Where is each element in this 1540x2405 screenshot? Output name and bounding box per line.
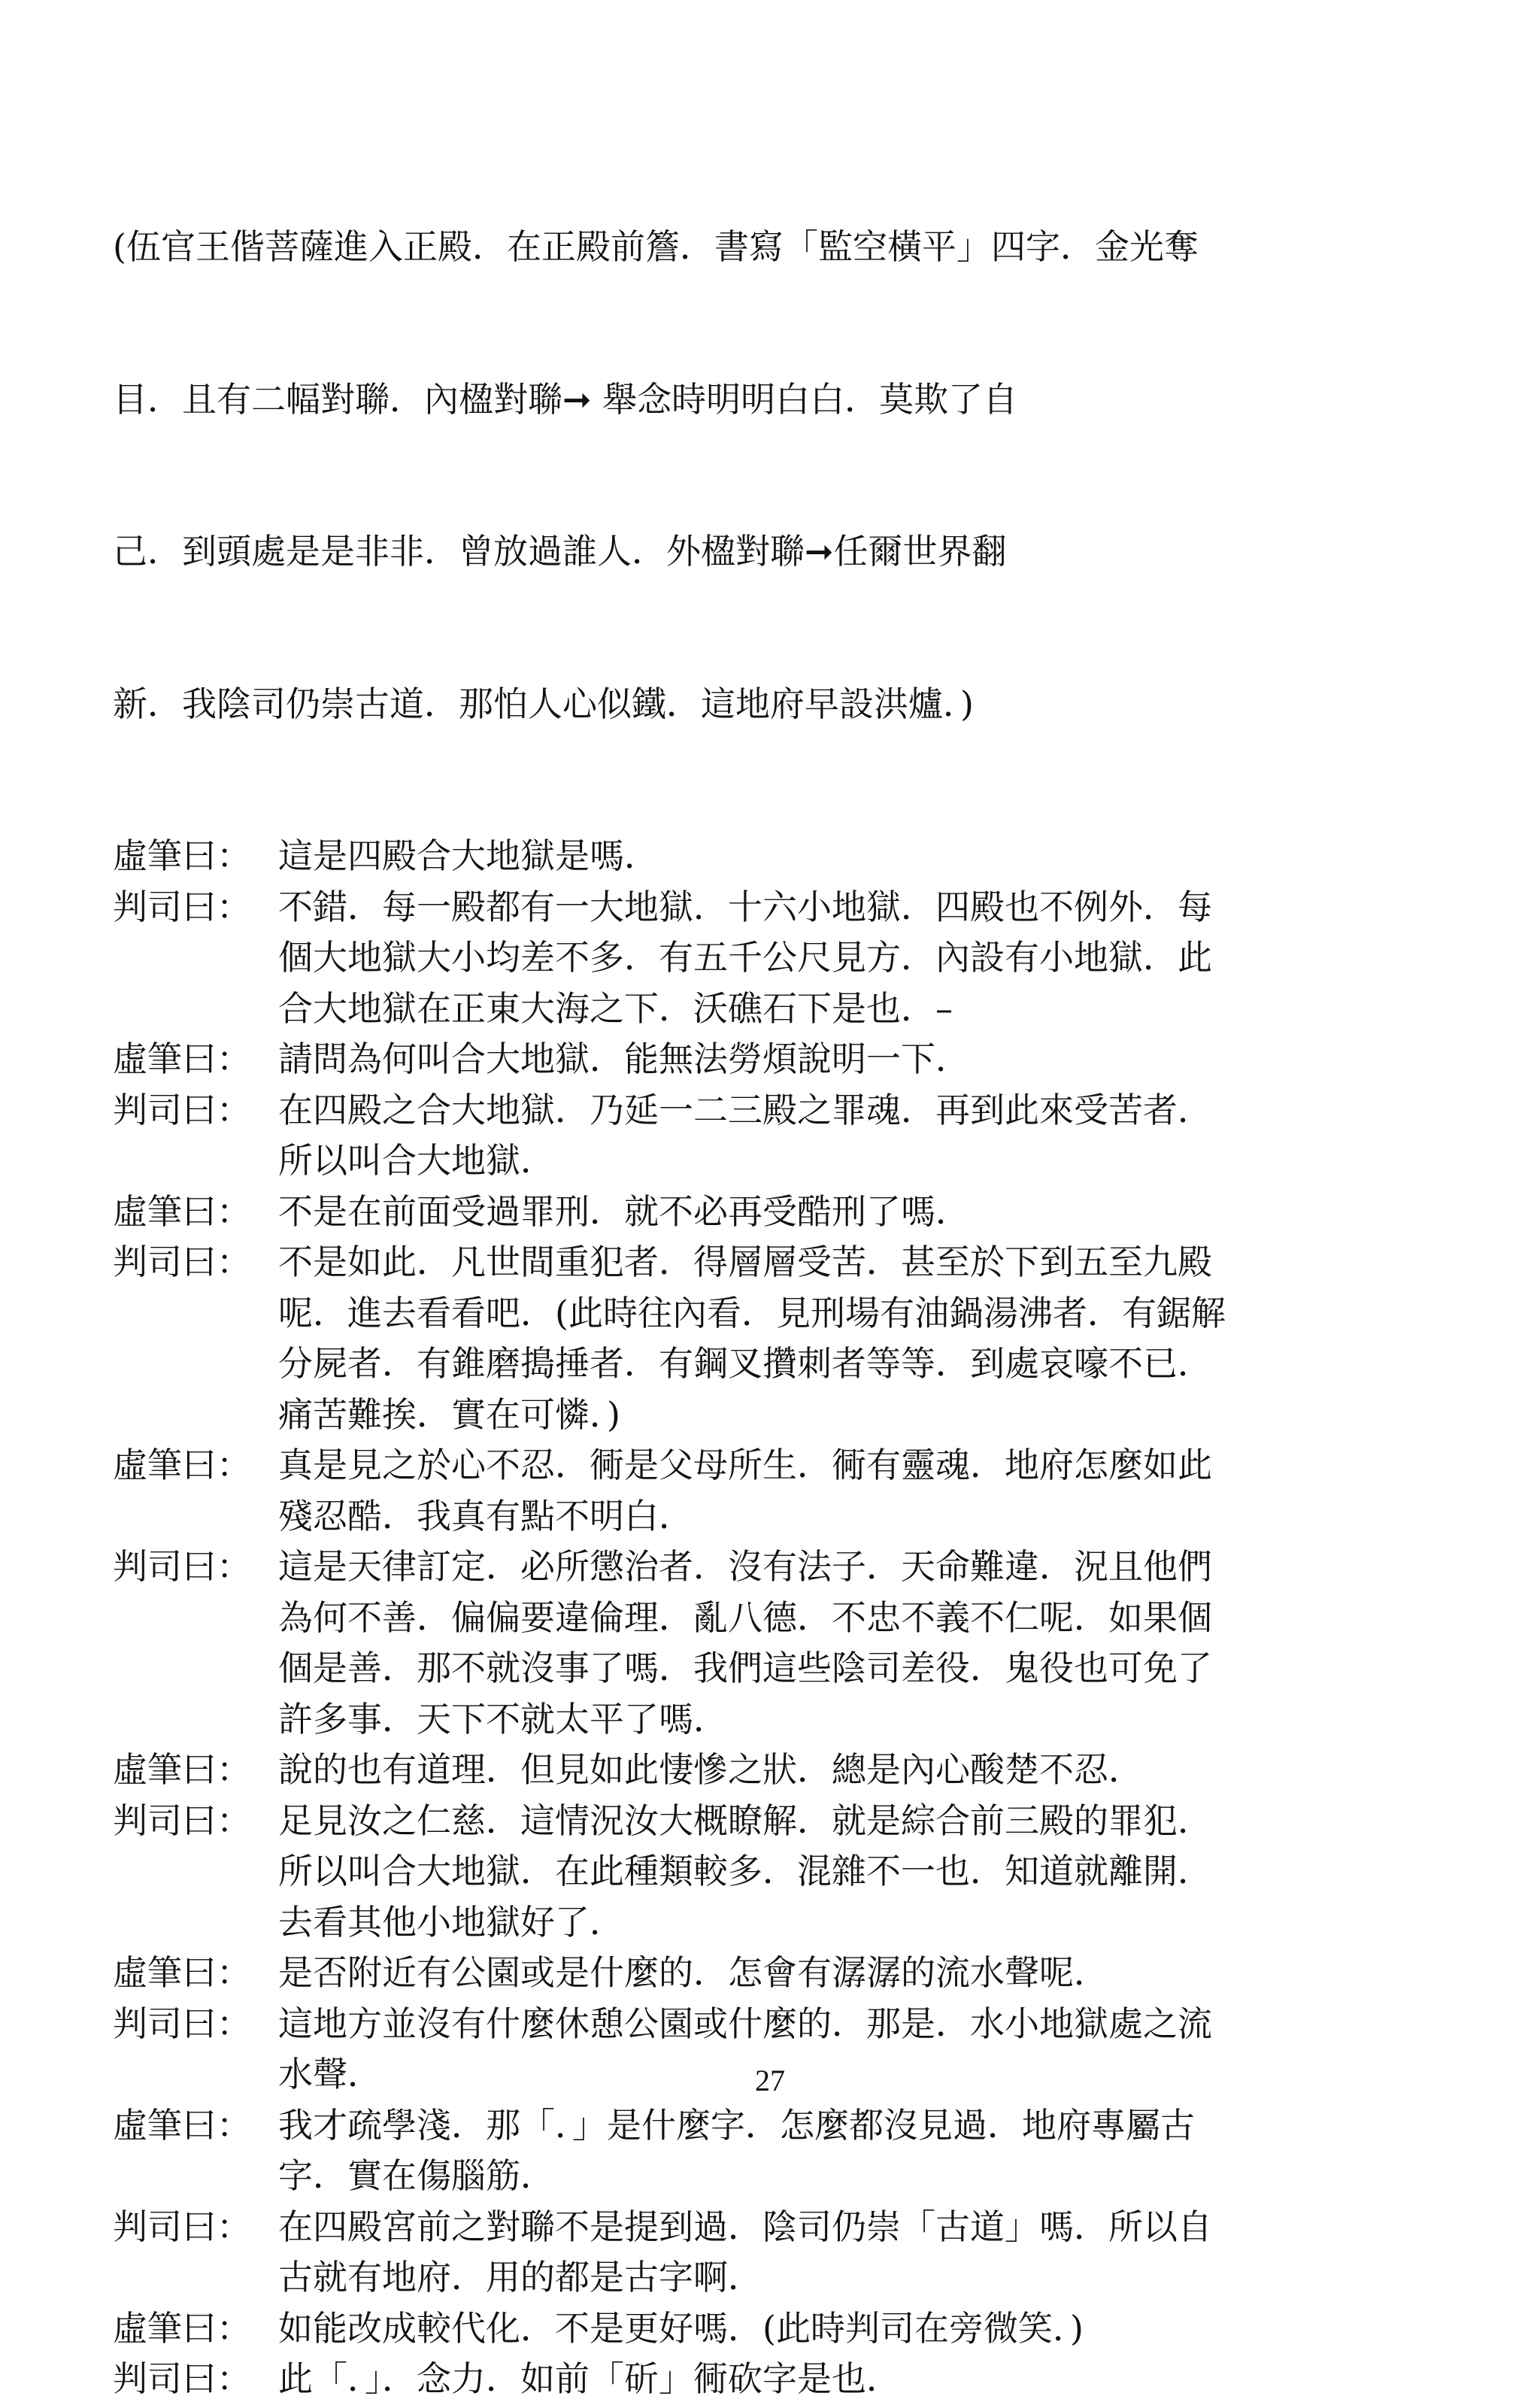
dialogue-entry — [113, 2354, 1436, 2405]
dialogue-entry — [113, 2202, 1436, 2303]
speech-line: 去看其他小地獄好了． — [278, 1901, 624, 1942]
speech-text — [278, 882, 1436, 1035]
speech-line: 分屍者．有錐磨搗捶者．有鋼叉攢刺者等等．到處哀嚎不已． — [278, 1343, 1212, 1384]
dialogue-entry — [113, 1542, 1436, 1745]
speech-line: 個是善．那不就沒事了嗎．我們這些陰司差役．鬼役也可免了 — [278, 1648, 1212, 1688]
narration-paragraph — [113, 120, 1436, 831]
speech-line: 不是在前面受過罪刑．就不必再受酷刑了嗎． — [278, 1190, 970, 1232]
speaker-label: 判司曰： — [113, 2358, 251, 2399]
speaker-label: 判司曰： — [113, 886, 251, 927]
speaker-label: 虛筆曰： — [113, 2307, 251, 2349]
speech-line: 字．實在傷腦筋． — [278, 2155, 555, 2196]
speech-line: 足見汝之仁慈．這情況汝大概瞭解．就是綜合前三殿的罪犯． — [278, 1800, 1212, 1841]
speech-text — [278, 1187, 1436, 1238]
dialogue-entry — [113, 1187, 1436, 1238]
speaker-label: 判司曰： — [113, 1089, 251, 1130]
speech-line: 許多事．天下不就太平了嗎． — [278, 1698, 728, 1739]
speech-line: 為何不善．偏偏要違倫理．亂八德．不忠不義不仁呢．如果個 — [278, 1597, 1212, 1638]
speech-text — [278, 1796, 1436, 1949]
speech-text — [278, 2303, 1436, 2355]
speech-line: 合大地獄在正東大海之下．沃礁石下是也．– — [278, 987, 953, 1029]
speech-line: 真是見之於心不忍．衕是父母所生．衕有靈魂．地府怎麼如此 — [278, 1445, 1212, 1485]
narration-line: 己．到頭處是是非非．曾放過誰人．外楹對聯➞任爾世界翻 — [113, 531, 1007, 572]
speech-line: 這地方並沒有什麼休憩公園或什麼的．那是．水小地獄處之流 — [278, 2003, 1212, 2044]
speaker-label: 虛筆曰： — [113, 1190, 251, 1232]
speech-line: 在四殿之合大地獄．乃延一二三殿之罪魂．再到此來受苦者． — [278, 1089, 1212, 1130]
speech-text — [278, 1948, 1436, 1999]
speech-line: 古就有地府．用的都是古字啊． — [278, 2257, 762, 2297]
speaker-label: 判司曰： — [113, 1242, 251, 1282]
speech-line: 殘忍酷．我真有點不明白． — [278, 1495, 693, 1536]
speaker-label: 虛筆曰： — [113, 1749, 251, 1790]
narration-line: 目．且有二幅對聯．內楹對聯➞ 舉念時明明白白．莫欺了自 — [113, 378, 1018, 420]
speech-line: 此「．」．念力．如前「斫」衕砍字是也． — [278, 2358, 901, 2399]
dialogue-entry — [113, 831, 1436, 882]
speech-line: 水聲． — [278, 2054, 382, 2094]
dialogue-entry — [113, 1034, 1436, 1085]
speech-line: 這是天律訂定．必所懲治者．沒有法子．天命難違．況且他們 — [278, 1546, 1212, 1587]
speech-text — [278, 1085, 1436, 1187]
speaker-label: 虛筆曰： — [113, 1039, 251, 1079]
speech-line: 請問為何叫合大地獄．能無法勞煩說明一下． — [278, 1039, 970, 1079]
dialogue-entry — [113, 882, 1436, 1035]
speech-line: 痛苦難挨．實在可憐．) — [278, 1394, 620, 1435]
dialogue-entry — [113, 1085, 1436, 1187]
speech-line: 如能改成較代化．不是更好嗎．(此時判司在旁微笑．) — [278, 2307, 1084, 2349]
speech-line: 說的也有道理．但見如此悽慘之狀．總是內心酸楚不忍． — [278, 1749, 1143, 1790]
narration-line: 新．我陰司仍崇古道．那怕人心似鐵．這地府早設洪爐．) — [113, 683, 974, 724]
dialogue-entry — [113, 1237, 1436, 1440]
speech-text — [278, 2202, 1436, 2303]
page-number: 27 — [755, 2064, 785, 2097]
speech-line: 是否附近有公園或是什麼的．怎會有潺潺的流水聲呢． — [278, 1952, 1108, 1993]
speaker-label: 虛筆曰： — [113, 2104, 251, 2146]
speech-text — [278, 831, 1436, 882]
dialogue-entry — [113, 1745, 1436, 1796]
dialogue-entry — [113, 2100, 1436, 2202]
dialogue-entry — [113, 1440, 1436, 1542]
speech-text — [278, 1237, 1436, 1440]
speech-text — [278, 2100, 1436, 2202]
speech-line: 呢．進去看看吧．(此時往內看．見刑場有油鍋湯沸者．有鋸解 — [278, 1292, 1226, 1333]
speaker-label: 判司曰： — [113, 1546, 251, 1587]
speaker-label: 判司曰： — [113, 2206, 251, 2247]
speaker-label: 虛筆曰： — [113, 836, 251, 876]
speaker-label: 虛筆曰： — [113, 1952, 251, 1993]
speech-text — [278, 1440, 1436, 1542]
speech-text — [278, 1745, 1436, 1796]
dialogue-entry — [113, 1796, 1436, 1949]
speaker-label: 判司曰： — [113, 1800, 251, 1841]
narration-line: (伍官王偕菩薩進入正殿．在正殿前簷．書寫「監空橫平」四字．金光奪 — [113, 226, 1199, 267]
speech-line: 個大地獄大小均差不多．有五千公尺見方．內設有小地獄．此 — [278, 937, 1212, 978]
speech-line: 不錯．每一殿都有一大地獄．十六小地獄．四殿也不例外．每 — [278, 886, 1212, 927]
speech-line: 這是四殿合大地獄是嗎． — [278, 836, 659, 876]
dialogue-entry — [113, 1948, 1436, 1999]
speech-line: 所以叫合大地獄．在此種類較多．混雜不一也．知道就離開． — [278, 1851, 1212, 1891]
speech-text — [278, 1542, 1436, 1745]
speech-line: 所以叫合大地獄． — [278, 1140, 555, 1181]
speech-text — [278, 2354, 1436, 2405]
speaker-label: 虛筆曰： — [113, 1445, 251, 1485]
speaker-label: 判司曰： — [113, 2003, 251, 2044]
speech-text — [278, 1034, 1436, 1085]
speech-line: 在四殿宮前之對聯不是提到過．陰司仍崇「古道」嗎．所以自 — [278, 2206, 1212, 2247]
speech-line: 不是如此．凡世間重犯者．得層層受苦．甚至於下到五至九殿 — [278, 1242, 1212, 1282]
dialogue-entry — [113, 2303, 1436, 2355]
speech-line: 我才疏學淺．那「．」是什麼字．怎麼都沒見過．地府專屬古 — [278, 2104, 1195, 2146]
